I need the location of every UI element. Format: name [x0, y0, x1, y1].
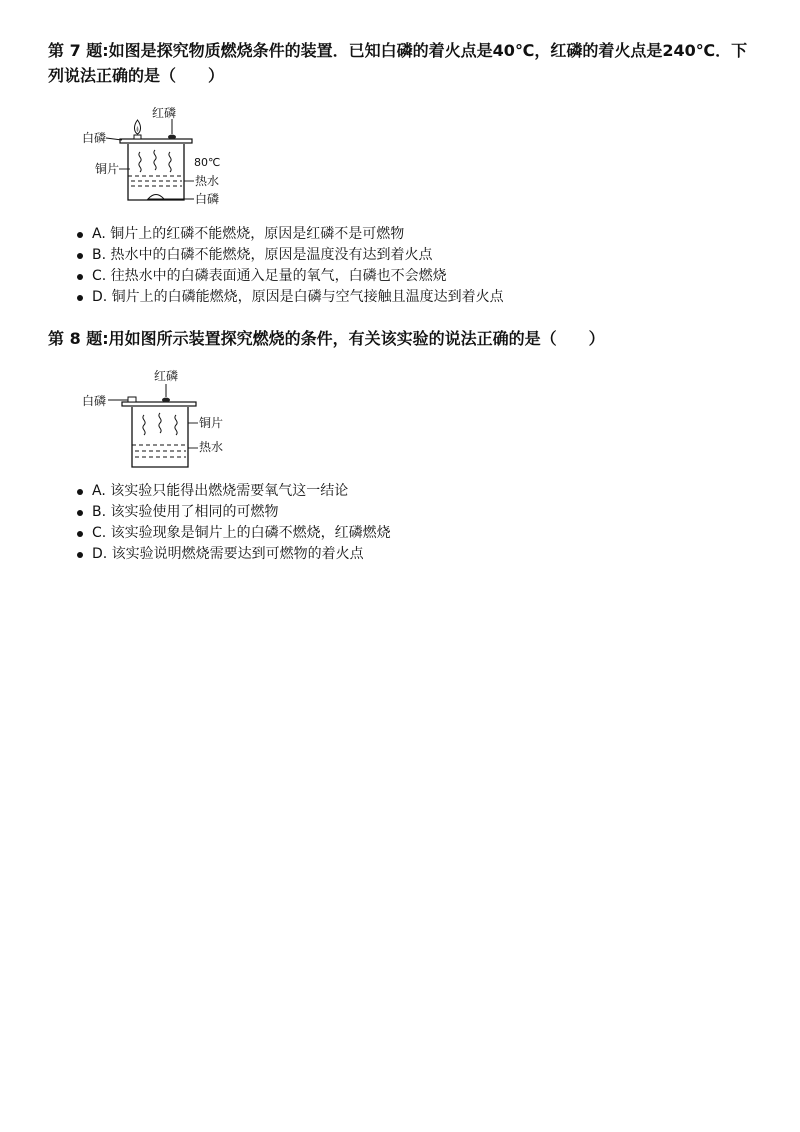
option-a[interactable]: A. 该实验只能得出燃烧需要氧气这一结论	[48, 481, 760, 502]
label-temperature: 80℃	[194, 156, 221, 169]
option-c[interactable]: C. 往热水中的白磷表面通入足量的氧气，白磷也不会燃烧	[48, 266, 760, 287]
combustion-apparatus-diagram	[82, 363, 242, 471]
question-8-title: 第 8 题:用如图所示装置探究燃烧的条件，有关该实验的说法正确的是（ ）	[48, 329, 605, 348]
option-d[interactable]: D. 铜片上的白磷能燃烧，原因是白磷与空气接触且温度达到着火点	[48, 287, 760, 308]
question-8-options	[48, 481, 760, 565]
combustion-apparatus-diagram	[82, 102, 242, 212]
option-b[interactable]: B. 该实验使用了相同的可燃物	[48, 502, 760, 523]
question-8-figure	[82, 363, 760, 471]
option-c[interactable]: C. 该实验现象是铜片上的白磷不燃烧，红磷燃烧	[48, 523, 760, 544]
question-7	[48, 38, 760, 308]
option-d[interactable]: D. 该实验说明燃烧需要达到可燃物的着火点	[48, 544, 760, 565]
label-copper-sheet: 铜片	[199, 416, 224, 430]
question-7-options	[48, 224, 760, 308]
label-red-phosphorus: 红磷	[154, 369, 179, 383]
option-a[interactable]: A. 铜片上的红磷不能燃烧，原因是红磷不是可燃物	[48, 224, 760, 245]
label-copper-sheet: 铜片	[95, 162, 120, 176]
label-white-phosphorus-top: 白磷	[82, 131, 107, 145]
label-white-phosphorus: 白磷	[82, 394, 107, 408]
option-b[interactable]: B. 热水中的白磷不能燃烧，原因是温度没有达到着火点	[48, 245, 760, 266]
label-hot-water: 热水	[199, 440, 224, 454]
label-red-phosphorus: 红磷	[152, 106, 177, 120]
question-8	[48, 326, 760, 565]
question-7-title: 第 7 题:如图是探究物质燃烧条件的装置．已知白磷的着火点是40℃，红磷的着火点是240℃．下列说法正确的是（ ）	[48, 41, 748, 85]
question-7-figure	[82, 102, 760, 212]
label-hot-water: 热水	[195, 174, 220, 188]
label-white-phosphorus-bottom: 白磷	[195, 192, 220, 206]
